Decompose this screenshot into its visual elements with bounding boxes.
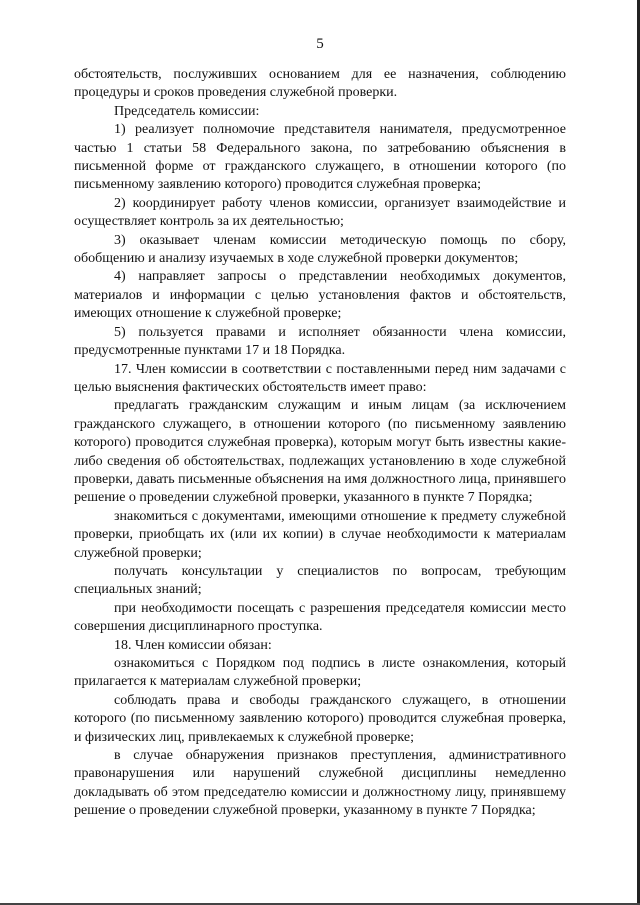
paragraph-duty-rights: соблюдать права и свободы гражданского служащего, в отношении которого (по письменному заявлению которого) проводится служебная проверка, и физических лиц, привлекаемых к служебной проверке; (74, 692, 566, 745)
paragraph-right-propose: предлагать гражданским служащим и иным лицам (за исключением гражданского служащего, в отношении которого (по письменному заявлению которого) проводится служебная проверка), которым могут быть известны какие-либо сведения об обстоятельствах, подлежащих установлению в ходе служебной проверки, давать письменные объяснения на имя должностного лица, принявшего решение о проведении служебной проверки, указанного в пункте 7 Порядка; (74, 398, 566, 506)
paragraph-continuation: обстоятельств, послуживших основанием для ее назначения, соблюдению процедуры и сроков проведения служебной проверки. (74, 67, 566, 101)
paragraph-right-visit: при необходимости посещать с разрешения председателя комиссии место совершения дисциплинарного проступка. (74, 600, 566, 635)
paragraph-duty-report: в случае обнаружения признаков преступления, административного правонарушения или нарушений служебной дисциплины немедленно докладывать об этом председателю комиссии и должностному лицу, принявшему решение о проведении служебной проверки, указанному в пункте 7 Порядка; (74, 748, 566, 819)
paragraph-right-documents: знакомиться с документами, имеющими отношение к предмету служебной проверки, приобщать их (или их копии) в случае необходимости к материалам служебной проверки; (74, 508, 566, 561)
page-number: 5 (316, 36, 324, 52)
paragraph-chairman-item-1: 1) реализует полномочие представителя нанимателя, предусмотренное частью 1 статьи 58 Федерального закона, по затребованию объяснения в письменной форме от гражданского служащего, в отношении которого (по письменному заявлению которого) проводится служебная проверка; (74, 122, 566, 193)
paragraph-clause-18: 18. Член комиссии обязан: (114, 637, 272, 653)
paragraph-chairman-item-4: 4) направляет запросы о представлении необходимых документов, материалов и информации с целью установления фактов и обстоятельств, имеющих отношение к служебной проверке; (74, 269, 566, 322)
paragraph-right-consult: получать консультации у специалистов по вопросам, требующим специальных знаний; (74, 563, 566, 598)
paragraph-chairman-item-2: 2) координирует работу членов комиссии, организует взаимодействие и осуществляет контроль за их деятельностью; (74, 195, 566, 230)
document-body (74, 66, 566, 821)
paragraph-duty-familiarize: ознакомиться с Порядком под подпись в листе ознакомления, который прилагается к материалам служебной проверки; (74, 656, 566, 690)
paragraph-chairman-item-3: 3) оказывает членам комиссии методическую помощь по сбору, обобщению и анализу изучаемых в ходе служебной проверки документов; (74, 232, 566, 267)
paragraph-chairman-item-5: 5) пользуется правами и исполняет обязанности члена комиссии, предусмотренные пунктами 17 и 18 Порядка. (74, 324, 566, 359)
paragraph-clause-17: 17. Член комиссии в соответствии с поставленными перед ним задачами с целью выяснения фактических обстоятельств имеет право: (74, 361, 566, 395)
paragraph-chairman-heading: Председатель комиссии: (114, 103, 260, 119)
